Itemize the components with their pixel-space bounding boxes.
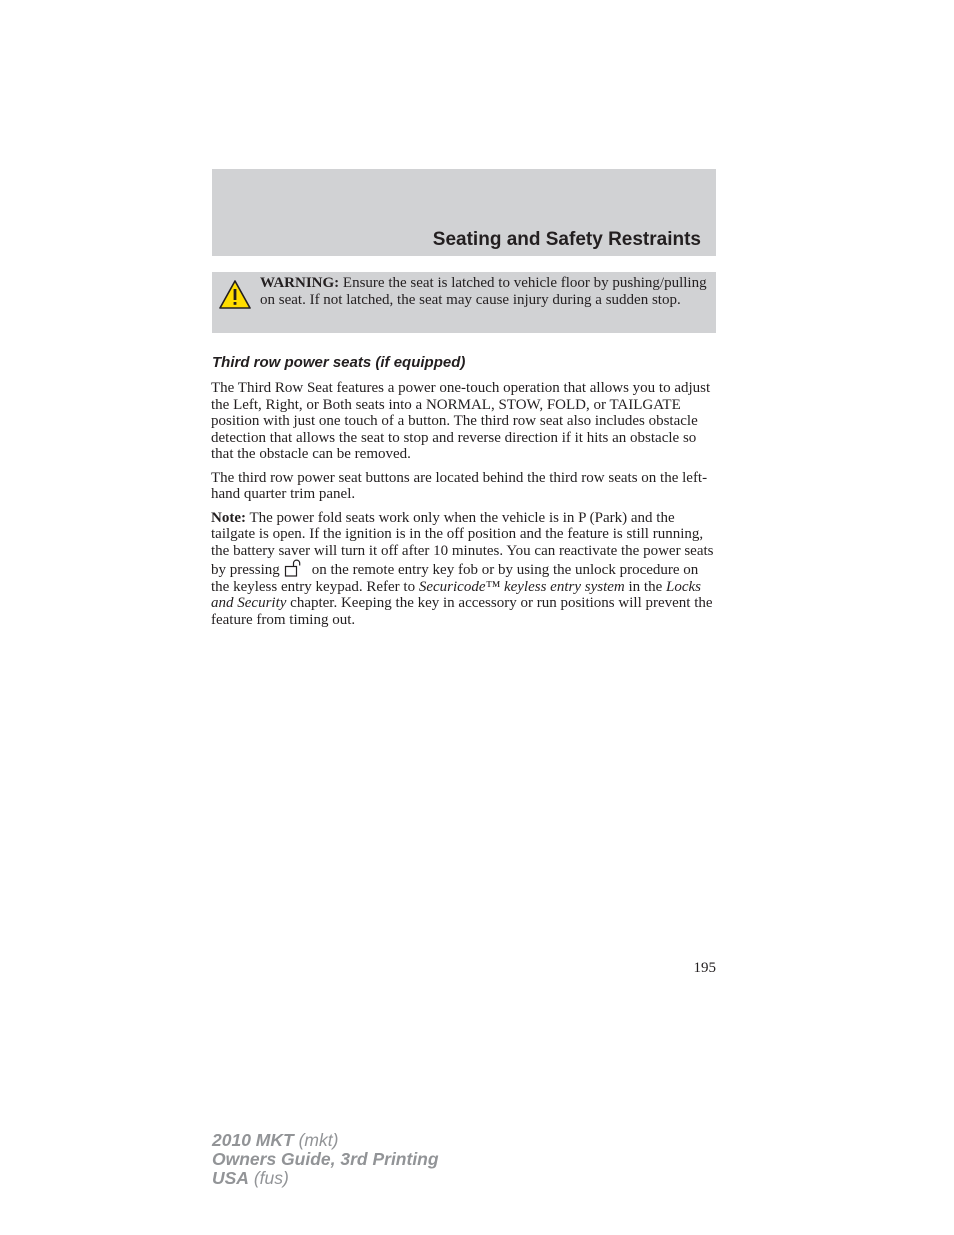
footer-line-market (212, 1169, 439, 1188)
body-text (211, 380, 717, 635)
reference-securicode: Securicode™ keyless entry system (418, 578, 625, 595)
footer-line-printing: Owners Guide, 3rd Printing (212, 1149, 439, 1169)
footer-line-model (212, 1131, 439, 1150)
paragraph-seat-features: The Third Row Seat features a power one-touch operation that allows you to adjust the Left, Right, or Both seats into a NORMAL, STOW, FOLD, or TAILGATE position with just one touch of a button. The third row seat also includes obstacle detection that allows the seat to stop and reverse direction if it hits an obstacle so that the obstacle can be removed. (211, 380, 711, 462)
footer-market: USA (212, 1168, 249, 1188)
note-label: Note: (211, 509, 246, 526)
note-text-2: on the remote entry key fob or by using the unlock procedure on the keyless entry keypad. Refer to (211, 562, 699, 595)
footer-model-code: (mkt) (293, 1130, 339, 1150)
chapter-title: Seating and Safety Restraints (432, 229, 701, 250)
warning-text: Ensure the seat is latched to vehicle floor by pushing/pulling on seat. If not latched, the seat may cause injury during a sudden stop. (260, 275, 707, 308)
reference-locks-security: Locks and Security (211, 578, 701, 611)
warning-triangle-icon (219, 279, 251, 311)
footer-model: 2010 MKT (212, 1130, 294, 1150)
footer-market-code: (fus) (248, 1168, 289, 1188)
note-text-4: chapter. Keeping the key in accessory or run positions will prevent the feature from timing out. (211, 595, 713, 628)
warning-label: WARNING: (260, 275, 340, 291)
section-heading: Third row power seats (if equipped) (212, 354, 466, 371)
note-text-3: in the (624, 578, 666, 595)
footer-print-info (212, 1131, 439, 1188)
warning-box (212, 272, 716, 333)
page-number: 195 (693, 960, 716, 976)
note-text-1: The power fold seats work only when the vehicle is in P (Park) and the tailgate is open. If the ignition is in the off position and the feature is still running, the battery saver will turn it off after 10 minutes. You can reactivate the power seats by pressing (211, 509, 714, 578)
unlock-icon (284, 559, 302, 577)
chapter-header-band (212, 169, 716, 256)
paragraph-button-location: The third row power seat buttons are located behind the third row seats on the left-hand quarter trim panel. (211, 469, 708, 502)
paragraph-note (211, 510, 717, 629)
